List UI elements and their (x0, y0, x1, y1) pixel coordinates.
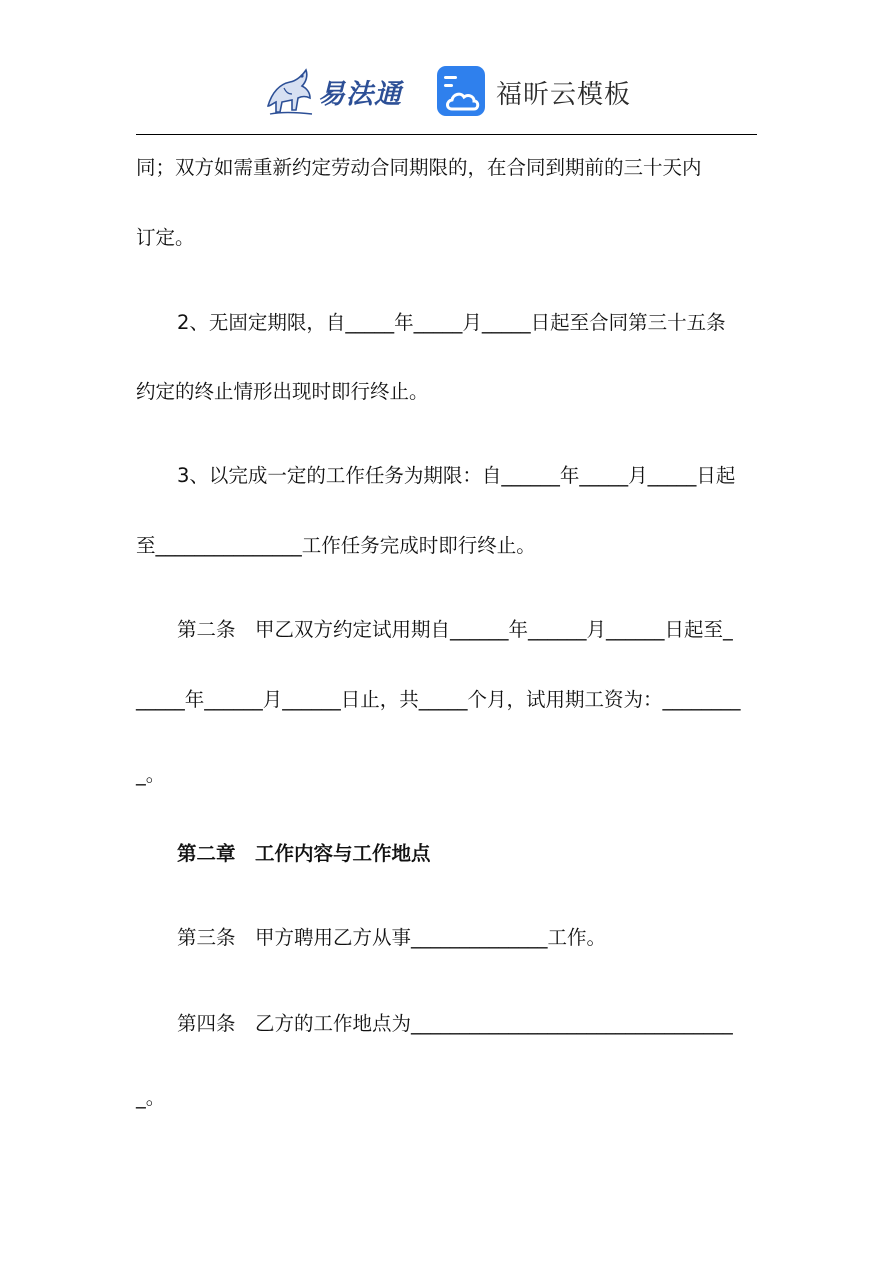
article-4-line: 第四条 乙方的工作地点为_________________________________ (177, 1012, 733, 1035)
text-line: 同；双方如需重新约定劳动合同期限的，在合同到期前的三十天内 (136, 156, 702, 179)
chapter-heading: 第二章 工作内容与工作地点 (177, 842, 431, 865)
text-line: _。 (136, 763, 166, 786)
paragraph-line: 2、无固定期限，自_____年_____月_____日起至合同第三十五条 (177, 311, 726, 334)
page-header (0, 0, 893, 136)
foxit-cloud-doc-icon (436, 65, 488, 117)
text-line: 至_______________工作任务完成时即行终止。 (136, 534, 536, 557)
article-2-line: 第二条 甲乙双方约定试用期自______年______月______日起至_ (177, 618, 733, 641)
yifatong-logo (262, 62, 412, 118)
header-divider (136, 134, 757, 135)
text-line: _。 (136, 1086, 166, 1109)
text-line: 订定。 (136, 226, 195, 249)
paragraph-line: 3、以完成一定的工作任务为期限：自______年_____月_____日起 (177, 464, 736, 487)
text-line: _____年______月______日止，共_____个月，试用期工资为：________ (136, 688, 741, 711)
article-3-line: 第三条 甲方聘用乙方从事______________工作。 (177, 926, 607, 949)
fuxin-cloud-template-text: 福昕云模板 (496, 80, 632, 110)
qilin-emblem-icon (262, 62, 318, 118)
fuxin-cloud-template-logo (436, 65, 636, 117)
yifatong-logo-text: 易法通 (318, 79, 402, 110)
text-line: 约定的终止情形出现时即行终止。 (136, 380, 429, 403)
